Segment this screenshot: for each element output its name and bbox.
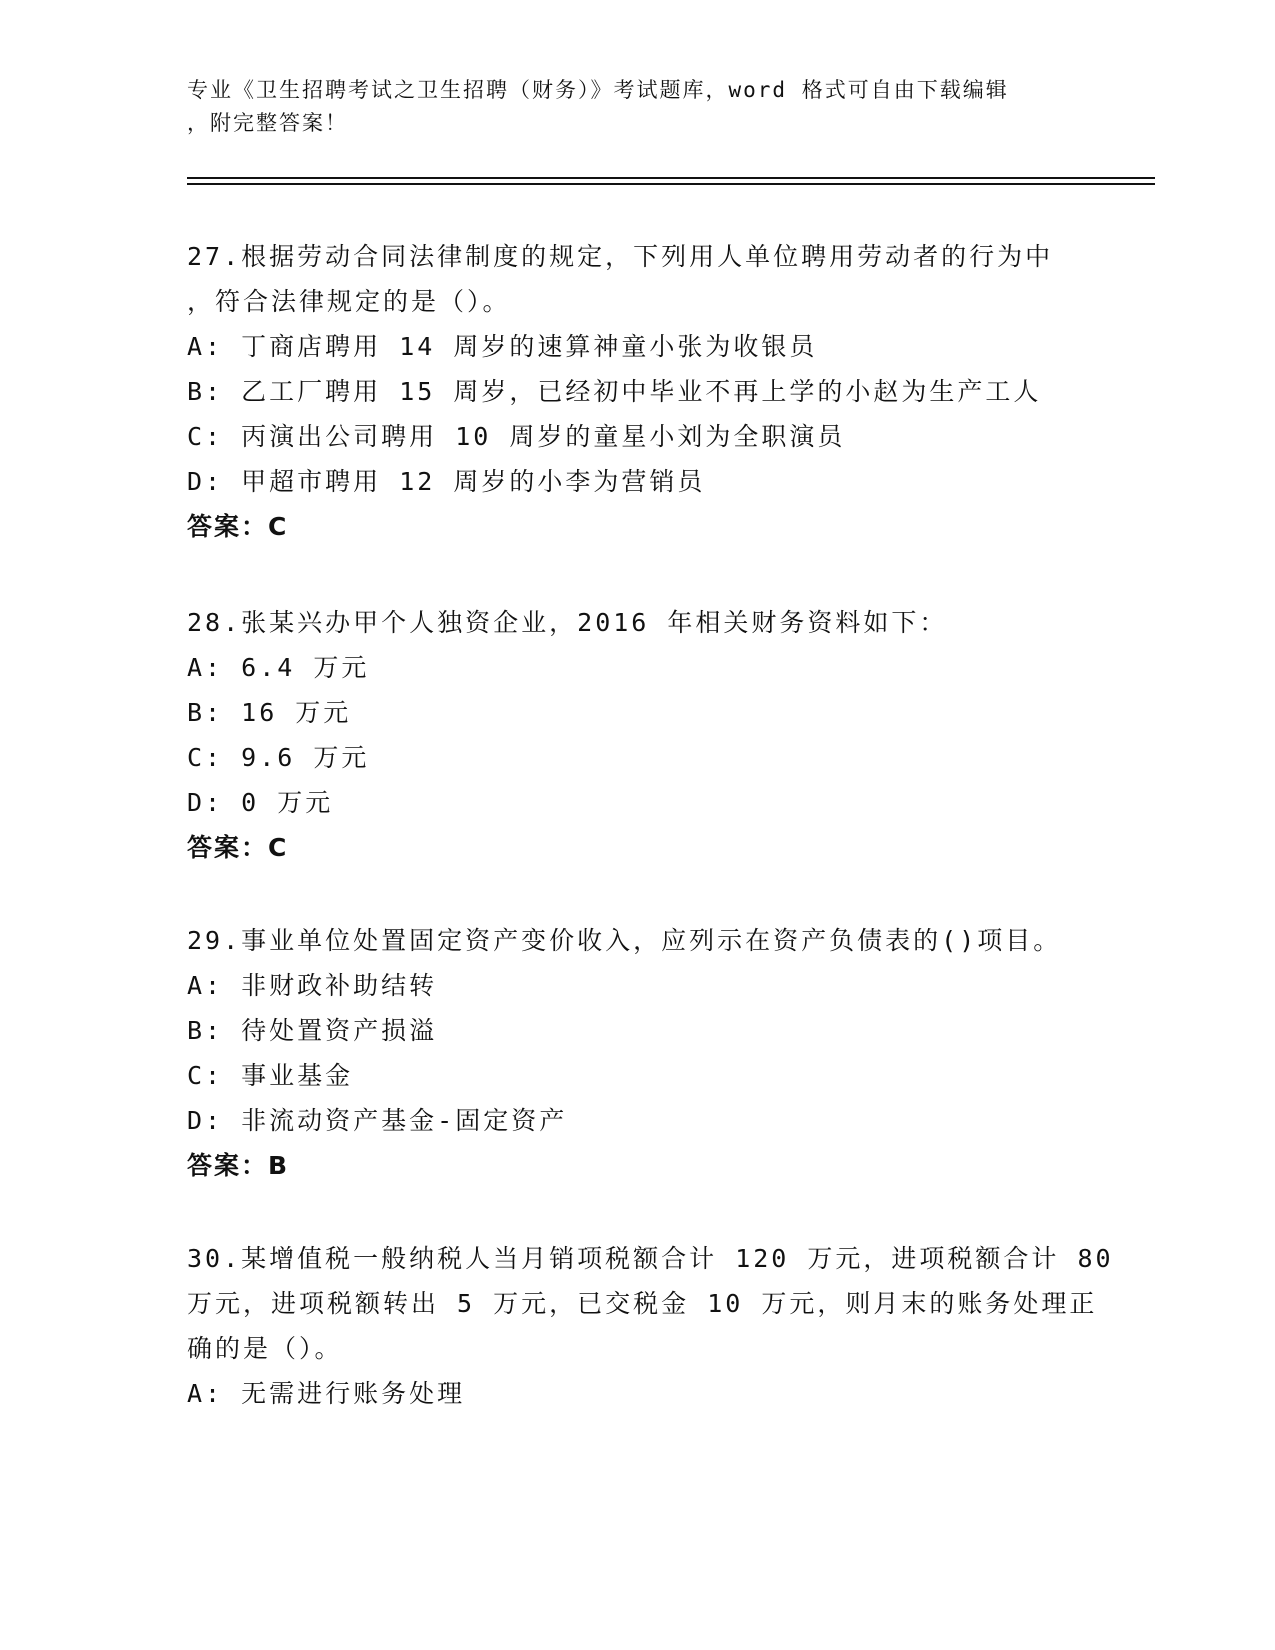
question-28 (187, 600, 1087, 870)
question-stem-line: 28.张某兴办甲个人独资企业，2016 年相关财务资料如下： (187, 608, 948, 637)
option-c: C: 9.6 万元 (187, 743, 370, 772)
option-a: A: 非财政补助结转 (187, 971, 438, 1000)
option-b: B: 待处置资产损溢 (187, 1016, 438, 1045)
option-b: B: 乙工厂聘用 15 周岁，已经初中毕业不再上学的小赵为生产工人 (187, 377, 1042, 406)
header-divider-top (187, 177, 1155, 179)
option-a: A: 无需进行账务处理 (187, 1379, 466, 1408)
question-29 (187, 918, 1087, 1188)
option-b: B: 16 万元 (187, 698, 352, 727)
option-d: D: 甲超市聘用 12 周岁的小李为营销员 (187, 467, 706, 496)
header-line-2: ，附完整答案！ (187, 111, 348, 135)
question-stem-line: 30.某增值税一般纳税人当月销项税额合计 120 万元，进项税额合计 80 (187, 1244, 1114, 1273)
answer-label: 答案：C (187, 833, 289, 862)
option-c: C: 事业基金 (187, 1061, 354, 1090)
question-stem-line: 27.根据劳动合同法律制度的规定，下列用人单位聘用劳动者的行为中 (187, 242, 1054, 271)
option-d: D: 非流动资产基金-固定资产 (187, 1106, 568, 1135)
header-divider-bottom (187, 183, 1155, 185)
question-stem-line: 29.事业单位处置固定资产变价收入，应列示在资产负债表的()项目。 (187, 926, 1062, 955)
header-line-1: 专业《卫生招聘考试之卫生招聘（财务）》考试题库，word 格式可自由下载编辑 (187, 78, 1009, 102)
question-27 (187, 234, 1087, 549)
option-a: A: 6.4 万元 (187, 653, 370, 682)
question-stem-line: ，符合法律规定的是（）。 (187, 287, 511, 316)
answer-label: 答案：B (187, 1151, 290, 1180)
question-stem-line: 确的是（）。 (187, 1334, 343, 1363)
option-c: C: 丙演出公司聘用 10 周岁的童星小刘为全职演员 (187, 422, 846, 451)
question-30 (187, 1236, 1114, 1416)
question-stem-line: 万元，进项税额转出 5 万元，已交税金 10 万元，则月末的账务处理正 (187, 1289, 1098, 1318)
answer-label: 答案：C (187, 512, 289, 541)
document-header (187, 74, 1087, 140)
option-a: A: 丁商店聘用 14 周岁的速算神童小张为收银员 (187, 332, 818, 361)
option-d: D: 0 万元 (187, 788, 334, 817)
